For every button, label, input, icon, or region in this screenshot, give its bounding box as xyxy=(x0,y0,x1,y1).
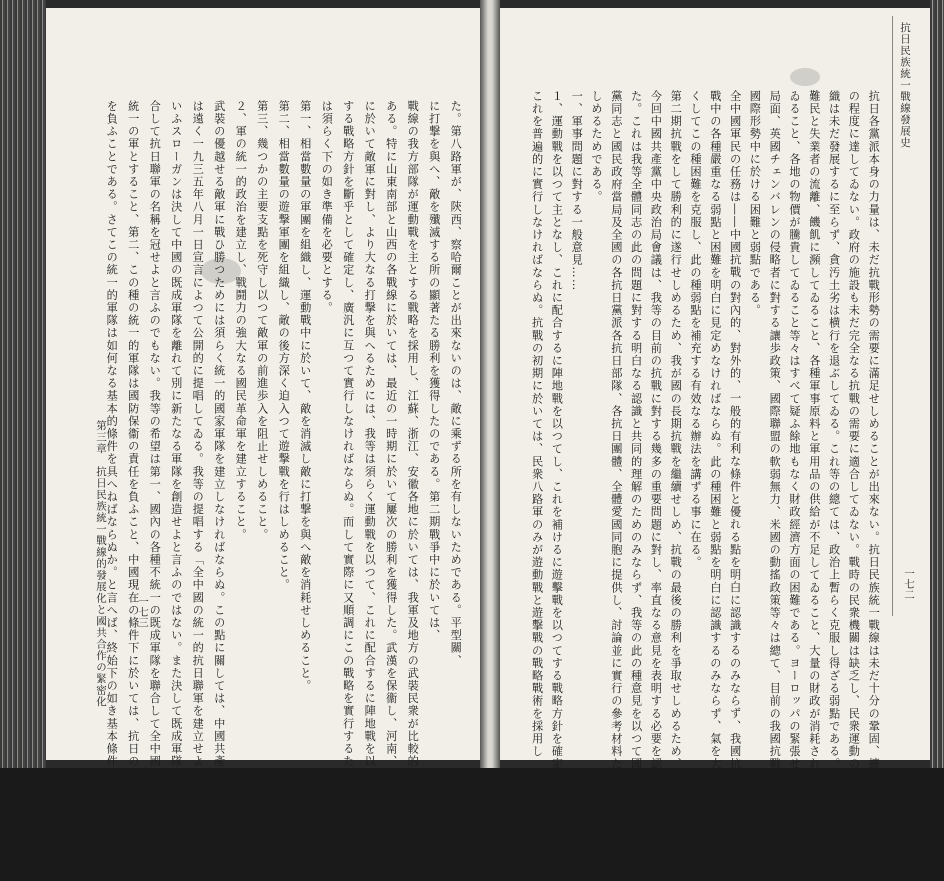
text-column: ゐること、各地の物價が騰貴してゐること等々はすべて疑ふ餘地もなく財政經濟方面の困難である。ヨーロッパの緊張せる xyxy=(788,90,801,783)
text-column: 全中國軍民の任務は――中國抗戰の對內的、對外的、一般的有利な條件と優れる點を明白に認識するのみならず、我國抗 xyxy=(728,90,742,771)
book-edge-right xyxy=(930,0,944,768)
text-column: する戰略方針を斷乎として確定し、廣汎に互つて實行しなければならぬ。而して實際に又順調にこの戰略を實行するために xyxy=(341,100,355,793)
text-column: くしてこの種困難を克服し、此の種弱點を補充する有效なる辦法を講ずる事に在る。 xyxy=(689,90,702,569)
ink-stain xyxy=(790,68,820,86)
header-rule xyxy=(892,16,893,616)
text-column: 戰線の我方部隊が運動戰を主とする戰略を採用し、江蘇、浙江、安徽各地に於いては、我軍及地方の武裝民衆が比較的廣汎 xyxy=(406,100,420,793)
text-column: 抗日各黨派本身の力量は、未だ抗戰形勢の需要に滿足せしめることが出來ない。抗日民族統一戰線は未だ十分の鞏固、擴大 xyxy=(867,90,881,783)
text-column: 第三、幾つかの主要支點を死守し以つて敵軍の前進歩入を阻止せしめること。 xyxy=(255,100,269,541)
text-column: に於いて敵軍に對し、より大なる打撃を與へるためには、我等は須らく運動戰を以つて、これに配合するに陣地戰を以つて xyxy=(363,100,377,793)
text-column: １、運動戰を以つて主となし、これに配合するに陣地戰を以つてし、これを補けるに遊擊戰を以つてする戰略方針を確定し xyxy=(550,90,564,783)
text-column: 國際形勢中に於ける困難と弱點である。 xyxy=(748,90,762,317)
book-edge-left xyxy=(0,0,46,768)
text-column: に打撃を與へ、敵を殲滅する所の顯著たる勝利を獲得したのである。第二期戰爭中に於いては、 xyxy=(427,100,441,642)
text-column: 戰中の各種嚴重なる弱點と困難を明白に見定めなければならぬ。此の種困難と弱點を明白に認識するのみならず、氣を大き xyxy=(708,90,722,783)
text-column: 織は未だ發展するに至らず、貪汚土劣は横行を退ぶしてゐる。これ等の總ては、政治上暫らく克服し得ざる弱點である。大量 xyxy=(827,90,841,796)
text-column: 第二期抗戰をして勝利的に遂行せしめるため、我が國の長期抗戰を繼續せしめ、抗戰の最後の勝利を爭取せしめるため、 xyxy=(669,90,683,771)
text-column: 統一の軍とすること、第二、この種の統一的軍隊は國防保衞の責任を負ふこと、中國現在の條件下に於いては、抗日の責任 xyxy=(126,100,140,793)
text-column: は須らく下の如き準備を必要とする。 xyxy=(320,100,334,315)
running-header: 抗日民族統一戰線發展史 xyxy=(899,22,911,149)
page-number-left: 一七三 xyxy=(137,596,149,628)
book-spine xyxy=(480,0,500,768)
text-column: を負ふことである。さてこの統一的軍隊は如何なる基本的條件を具へねばならぬか。と言へば、終始下の如き基本條件を具ふ xyxy=(105,100,119,806)
text-column: 第二、相當數量の遊撃軍團を組織し、敵の後方深く迫入つて遊撃戰を行はしめること。 xyxy=(277,100,291,592)
left-page xyxy=(46,8,480,881)
text-column: た。第八路軍が、陝西、察哈爾ことが出來ないのは、敵に乘ずる所を有しないためである。平型關、 xyxy=(449,100,463,667)
text-column: 難民と失業者の流離、饑飢に瀕してゐること、各種軍事原料と軍用品の供給が不足してゐること、大量の財政が消耗されて xyxy=(807,90,821,783)
footer-chapter-title: 第三章 抗日民族統一戰線的發展化と國共合作の緊密化 xyxy=(95,420,107,708)
text-column: 局面、英國チェンバレンの侵略者に對する讓歩政策、國際聯盟の軟弱無力、米國の動搖政策等々は總て、目前の我國抗戰の xyxy=(768,90,782,783)
text-column: 今回中國共產黨中央政治局會議は、我等の目前の抗戰に對する幾多の重要問題に對し、率直なる意見を表明する必要を認め xyxy=(649,90,663,783)
text-column: 武裝の優越せる敵軍に戰ひ勝つためには須らく統一的國家軍隊を建立しなければならぬ。この點に關しては、中國共產黨 xyxy=(212,100,226,781)
text-column: の程度に達してゐない。政府の施設も未だ完全なる抗戰の需要に適合してゐない。戰時の民衆機關は缺乏し、民衆運動の組 xyxy=(847,90,861,783)
text-column: 第一、相當數量の軍團を組織し、運動戰中に於いて、敵を消滅し敵に打撃を與へ敵を消耗せしめること。 xyxy=(298,100,312,693)
text-column: これを普遍的に實行しなければならぬ。抗戰の初期に於いては、民衆八路軍のみが遊動戰と遊擊戰の戰略戰術を採用し xyxy=(530,90,544,758)
text-column: ある。特に山東南部と山西の各戰線に於いては、最近の一時期に於いて屢次の勝利を獲得した。武漢を保衞し、河南、山西、山東の各戰線 xyxy=(384,100,398,881)
text-column: 黨同志と國民政府當局及全國の各抗日黨派各抗日部隊、各抗日團體、全體愛國同胞に提供し、討論並に實行の參考材料たら xyxy=(609,90,623,783)
text-column: しめるためである。 xyxy=(590,90,603,204)
right-page xyxy=(500,8,930,796)
text-column: ２、軍の統一的政治を建立し、戰鬪力の強大なる國民革命軍を建立すること。 xyxy=(234,100,248,541)
text-column: いふスローガンは決して中國の既成軍隊を離れて別に新たなる軍隊を創造せよと言ふのではない。また決して既成軍隊を聯 xyxy=(169,100,183,793)
text-column: た。これは我等全體同志の此の問題に對する明白なる認識と共同的理解のためのみならず、我等の此の種意見を以つて國民 xyxy=(629,90,643,783)
page-number-right: 一七二 xyxy=(903,568,915,600)
text-column: 合して抗日聯軍の名稱を冠せよと言ふのでもない。我等の希望は第一、國內の各種不統一の既成軍隊を聯合して全中國 xyxy=(148,100,162,768)
text-column: 一、軍事問題に對する一般意見…… xyxy=(570,90,584,292)
text-column: は遠く一九三五年八月一日宣言によつて公開的に提唱してゐる。我等の提唱する「全中國の統一的抗日聯軍を建立せよ」と xyxy=(191,100,205,793)
